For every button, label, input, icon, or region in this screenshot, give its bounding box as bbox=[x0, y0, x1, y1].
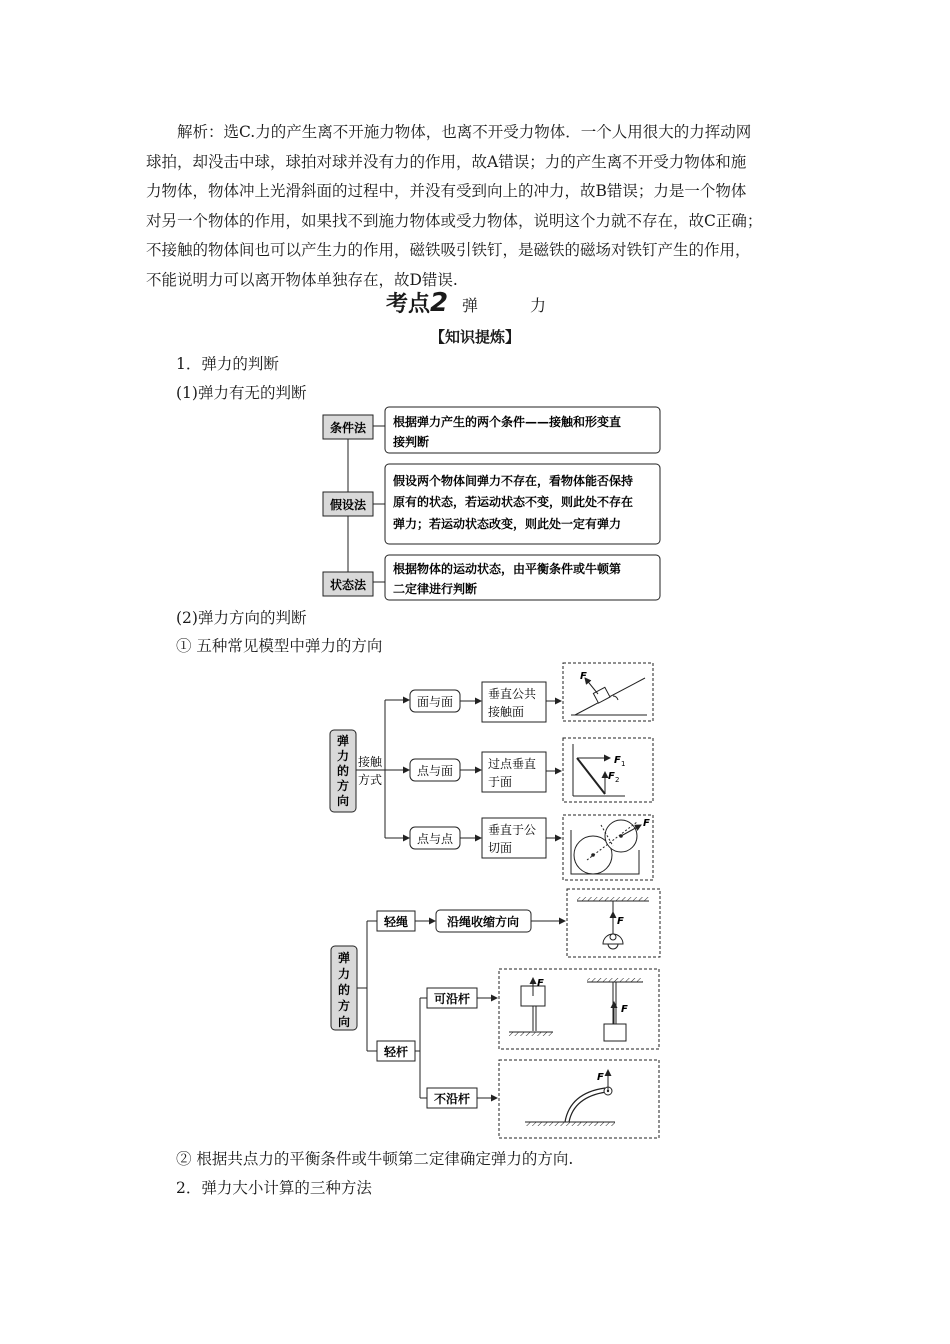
analysis-line: 不接触的物体间也可以产生力的作用，磁铁吸引铁钉，是磁铁的磁场对铁钉产生的作用， bbox=[146, 241, 751, 259]
svg-text:力: 力 bbox=[336, 749, 350, 763]
analysis-line: 解析：选C.力的产生离不开施力物体，也离不开受力物体．一个人用很大的力挥动网 bbox=[177, 123, 752, 141]
spheres-figure bbox=[563, 815, 653, 880]
rod-box bbox=[377, 1041, 415, 1061]
rope-rod-direction-diagram bbox=[325, 886, 665, 1144]
svg-text:面与面: 面与面 bbox=[416, 695, 454, 709]
section-title-sub: 弹 力 bbox=[462, 296, 565, 315]
analysis-line: 力物体，物体冲上光滑斜面的过程中，并没有受到向上的冲力，故B错误；力是一个物体 bbox=[146, 182, 747, 200]
method-desc-line: 根据物体的运动状态，由平衡条件或牛顿第 bbox=[393, 562, 622, 576]
rule-box bbox=[482, 752, 546, 792]
method-desc-line: 假设两个物体间弹力不存在，看物体能否保持 bbox=[393, 474, 634, 488]
analysis-line: 球拍，却没击中球，球拍对球并没有力的作用，故A错误；力的产生离不开受力物体和施 bbox=[146, 152, 747, 171]
method-name: 假设法 bbox=[329, 498, 367, 512]
svg-text:向: 向 bbox=[336, 794, 350, 808]
svg-text:不沿杆: 不沿杆 bbox=[433, 1092, 471, 1106]
force-label: F bbox=[617, 916, 624, 927]
svg-text:方: 方 bbox=[336, 779, 350, 793]
method-box bbox=[323, 415, 373, 439]
method-desc-line: 根据弹力产生的两个条件——接触和形变直 bbox=[393, 415, 622, 429]
section-title-prefix: 考点 bbox=[385, 292, 430, 317]
rope-box bbox=[377, 911, 415, 931]
svg-text:的: 的 bbox=[337, 983, 351, 997]
force-label: F bbox=[597, 1072, 604, 1083]
analysis-line: 不能说明力可以离开物体单独存在，故D错误. bbox=[146, 270, 458, 289]
svg-text:方: 方 bbox=[337, 999, 351, 1013]
root-box bbox=[330, 730, 356, 812]
method-desc-line: 二定律进行判断 bbox=[393, 582, 478, 596]
svg-text:轻杆: 轻杆 bbox=[383, 1045, 409, 1059]
force-label: F bbox=[621, 1004, 628, 1015]
force-label-sub: 2 bbox=[615, 776, 620, 784]
rope-rule-box bbox=[436, 910, 531, 932]
svg-text:弹: 弹 bbox=[337, 951, 351, 965]
method-name: 状态法 bbox=[329, 578, 367, 592]
branch-box bbox=[410, 759, 460, 781]
force-label: F bbox=[643, 818, 650, 829]
svg-text:轻绳: 轻绳 bbox=[383, 915, 409, 929]
existence-judgement-diagram bbox=[315, 404, 665, 604]
contact-label: 接触 bbox=[358, 755, 383, 769]
contact-direction-diagram bbox=[325, 660, 660, 888]
method-box bbox=[323, 572, 373, 596]
svg-text:过点垂直: 过点垂直 bbox=[488, 757, 537, 771]
method-desc-box bbox=[385, 464, 660, 544]
item-heading: ① 五种常见模型中弹力的方向 bbox=[176, 637, 383, 655]
analysis-paragraph bbox=[146, 118, 826, 295]
svg-text:切面: 切面 bbox=[488, 841, 513, 855]
item-heading: (1)弹力有无的判断 bbox=[176, 384, 307, 402]
svg-text:力: 力 bbox=[337, 967, 351, 981]
force-label: F bbox=[614, 755, 621, 766]
method-box bbox=[323, 492, 373, 516]
force-label-sub: 1 bbox=[621, 760, 626, 768]
analysis-line: 对另一个物体的作用，如果找不到施力物体或受力物体，说明这个力就不存在，故C正确； bbox=[146, 211, 763, 230]
item-heading: (2)弹力方向的判断 bbox=[176, 609, 307, 627]
method-desc-line: 原有的状态，若运动状态不变，则此处不存在 bbox=[393, 495, 634, 509]
method-desc-box bbox=[385, 407, 660, 453]
force-label: F bbox=[608, 771, 615, 782]
force-label: F bbox=[580, 671, 587, 682]
method-desc-line: 接判断 bbox=[393, 435, 430, 449]
incline-figure bbox=[563, 663, 653, 721]
rule-box bbox=[482, 818, 546, 858]
svg-text:点与点: 点与点 bbox=[416, 832, 454, 846]
lamp-figure bbox=[567, 889, 660, 957]
svg-text:点与面: 点与面 bbox=[416, 764, 454, 778]
force-label: F bbox=[537, 978, 544, 989]
not-along-rod-box bbox=[427, 1088, 477, 1108]
branch-box bbox=[410, 690, 460, 712]
corner-rod-figure bbox=[563, 738, 653, 802]
svg-text:垂直公共: 垂直公共 bbox=[488, 687, 537, 701]
item-heading: ② 根据共点力的平衡条件或牛顿第二定律确定弹力的方向. bbox=[176, 1150, 574, 1168]
section-subtitle: 【知识提炼】 bbox=[429, 328, 520, 346]
svg-text:沿绳收缩方向: 沿绳收缩方向 bbox=[446, 915, 520, 929]
method-name: 条件法 bbox=[329, 421, 367, 435]
along-rod-figure bbox=[499, 969, 659, 1049]
svg-text:接触面: 接触面 bbox=[488, 705, 525, 719]
item-heading: 2．弹力大小计算的三种方法 bbox=[176, 1179, 372, 1197]
section-title bbox=[0, 287, 950, 318]
svg-text:向: 向 bbox=[337, 1015, 351, 1029]
svg-text:可沿杆: 可沿杆 bbox=[433, 992, 471, 1006]
rule-box bbox=[482, 682, 546, 722]
section-title-number: 2 bbox=[429, 288, 449, 318]
svg-text:的: 的 bbox=[336, 764, 350, 778]
not-along-rod-figure bbox=[499, 1060, 659, 1138]
svg-text:弹: 弹 bbox=[336, 734, 350, 748]
method-desc-box bbox=[385, 555, 660, 600]
svg-text:垂直于公: 垂直于公 bbox=[488, 823, 537, 837]
contact-label: 方式 bbox=[358, 773, 383, 787]
branch-box bbox=[410, 827, 460, 849]
svg-text:于面: 于面 bbox=[488, 775, 513, 789]
along-rod-box bbox=[427, 988, 477, 1008]
root-box bbox=[331, 946, 357, 1030]
item-heading: 1．弹力的判断 bbox=[176, 355, 279, 373]
method-desc-line: 弹力；若运动状态改变，则此处一定有弹力 bbox=[393, 517, 622, 531]
